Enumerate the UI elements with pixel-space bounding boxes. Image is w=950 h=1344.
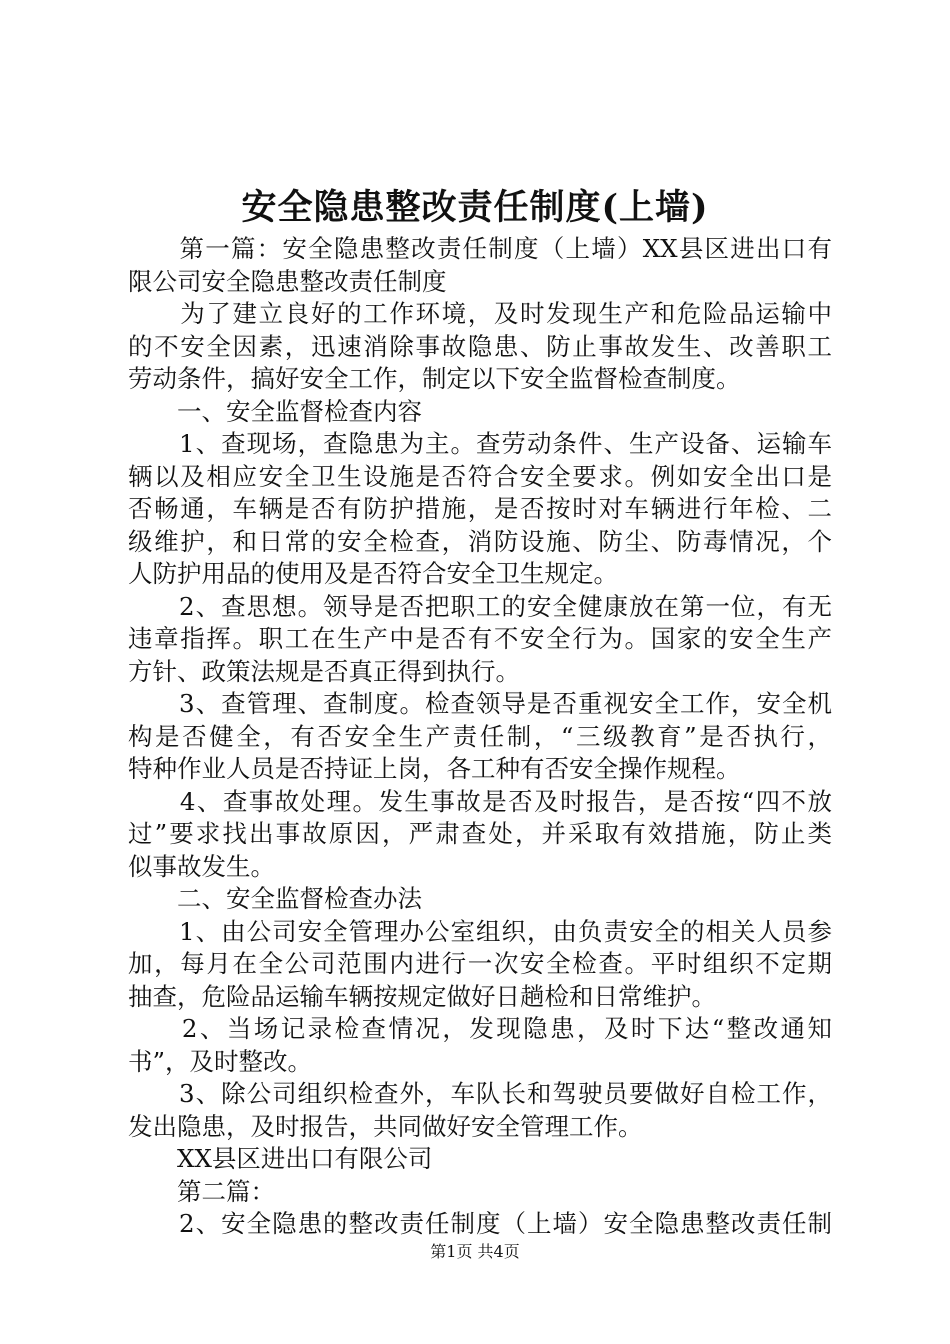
text-line: 二、安全监督检查办法 xyxy=(128,884,422,913)
text-line: 特种作业人员是否持证上岗，各工种有否安全操作规程。 xyxy=(128,754,741,783)
text-line: 辆以及相应安全卫生设施是否符合安全要求。例如安全出口是 xyxy=(128,461,832,491)
text-line: 3、查管理、查制度。检查领导是否重视安全工作，安全机 xyxy=(128,689,832,718)
text-line: 人防护用品的使用及是否符合安全卫生规定。 xyxy=(128,559,618,588)
text-line: 4、查事故处理。发生事故是否及时报告，是否按“四不放 xyxy=(128,786,832,816)
text-line: 一、安全监督检查内容 xyxy=(128,396,422,426)
document-title: 安全隐患整改责任制度(上墙) xyxy=(241,187,709,228)
text-line: 2、当场记录检查情况，发现隐患，及时下达“整改通知 xyxy=(128,1014,832,1043)
text-line: 2、安全隐患的整改责任制度（上墙）安全隐患整改责任制 xyxy=(128,1209,832,1238)
text-line: 抽查，危险品运输车辆按规定做好日趟检和日常维护。 xyxy=(128,981,716,1011)
text-line: 方针、政策法规是否真正得到执行。 xyxy=(128,656,520,686)
text-line: 过”要求找出事故原因，严肃查处，并采取有效措施，防止类 xyxy=(128,819,832,848)
text-line: 1、查现场，查隐患为主。查劳动条件、生产设备、运输车 xyxy=(128,429,832,458)
text-line: 书”，及时整改。 xyxy=(128,1046,313,1076)
text-line: 1、由公司安全管理办公室组织，由负责安全的相关人员参 xyxy=(128,916,832,946)
text-line: 违章指挥。职工在生产中是否有不安全行为。国家的安全生产 xyxy=(128,624,832,653)
text-line: 3、除公司组织检查外，车队长和驾驶员要做好自检工作， xyxy=(128,1079,832,1108)
text-line: 似事故发生。 xyxy=(128,851,275,881)
text-line: XX县区进出口有限公司 xyxy=(128,1144,433,1173)
text-line: 否畅通，车辆是否有防护措施，是否按时对车辆进行年检、二 xyxy=(128,494,832,523)
text-line: 为了建立良好的工作环境，及时发现生产和危险品运输中 xyxy=(128,299,832,328)
text-line: 级维护，和日常的安全检查，消防设施、防尘、防毒情况，个 xyxy=(128,526,832,556)
page-number: 第1页 共4页 xyxy=(430,1242,520,1261)
text-line: 第二篇： xyxy=(128,1176,275,1206)
text-line: 构是否健全，有否安全生产责任制，“三级教育”是否执行， xyxy=(128,721,832,751)
text-line: 发出隐患，及时报告，共同做好安全管理工作。 xyxy=(128,1111,643,1141)
document-body xyxy=(128,233,832,1241)
text-line: 的不安全因素，迅速消除事故隐患、防止事故发生、改善职工 xyxy=(128,331,832,361)
text-line: 劳动条件，搞好安全工作，制定以下安全监督检查制度。 xyxy=(128,364,741,393)
text-line: 2、查思想。领导是否把职工的安全健康放在第一位，有无 xyxy=(128,591,832,621)
text-line: 限公司安全隐患整改责任制度 xyxy=(128,266,447,296)
text-line: 加，每月在全公司范围内进行一次安全检查。平时组织不定期 xyxy=(128,949,832,978)
text-line: 第一篇：安全隐患整改责任制度（上墙）XX县区进出口有 xyxy=(128,234,832,263)
